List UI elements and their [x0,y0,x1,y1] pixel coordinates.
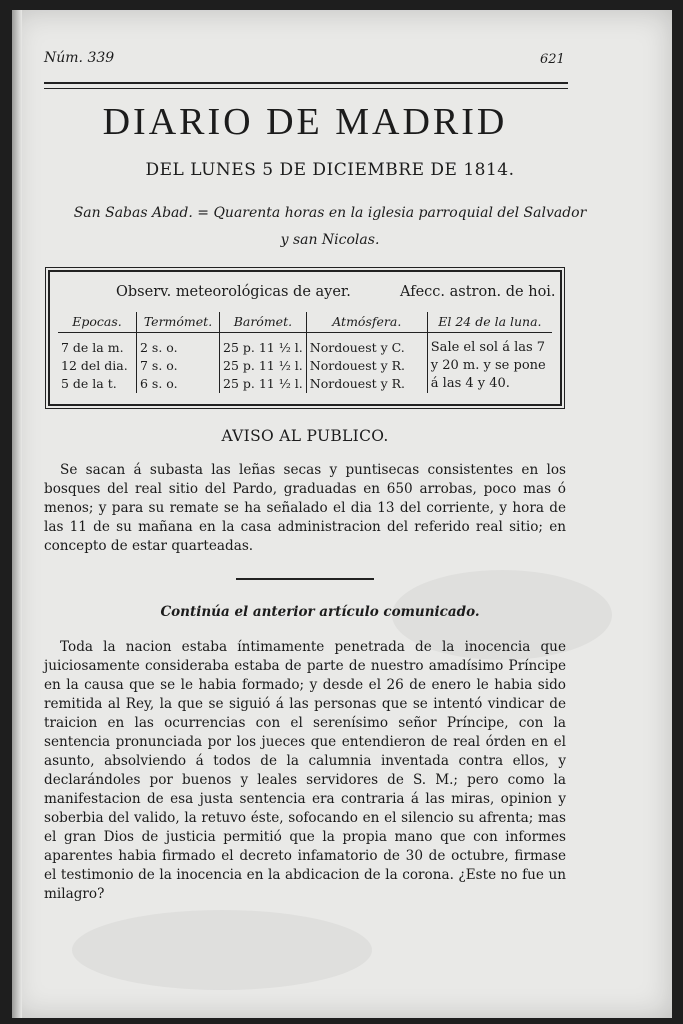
cell-barometro: 25 p. 11 ½ l. [220,375,307,393]
saint-line: y san Nicolas. [280,232,380,248]
meteo-left-heading: Observ. meteorológicas de ayer. [116,284,351,300]
cell-termometro: 2 s. o. [137,339,220,357]
col-epocas: Epocas. [58,312,137,333]
paper-stain [72,910,372,990]
cell-barometro: 25 p. 11 ½ l. [220,339,307,357]
table-row [58,339,552,357]
top-rule [44,82,568,84]
col-barometro: Barómet. [220,312,307,333]
meteo-table-header [58,312,552,333]
cell-luna: á las 4 y 40. [430,376,510,391]
issue-number: Núm. 339 [44,50,115,66]
page-number: 621 [540,52,565,67]
cell-termometro: 7 s. o. [137,357,220,375]
cell-atmosfera: Nordouest y R. [306,357,427,375]
col-termometro: Termómet. [137,312,220,333]
cell-epoca: 5 de la t. [58,375,137,393]
section-divider [236,578,374,580]
meteo-right-heading: Afecc. astron. de hoi. [400,284,556,300]
cell-luna: Sale el sol á las 7 [430,340,546,355]
col-luna: El 24 de la luna. [427,312,552,333]
saint-of-day [50,200,610,254]
cell-epoca: 7 de la m. [58,339,137,357]
cell-termometro: 6 s. o. [137,375,220,393]
masthead-title: DIARIO DE MADRID [102,101,508,143]
meteorological-box [48,270,562,406]
table-row [58,357,552,375]
article-title: Continúa el anterior artículo comunicado. [160,604,480,620]
binding-gutter [12,10,22,1018]
article-paragraph: Toda la nacion estaba íntimamente penetrada de la inocencia que juiciosamente consideraba estaba de parte de nuestro amadísimo Príncipe en la causa que se le habia formado; y desde el 26 de enero le habia sido remitida al Rey, la que se siguió á las personas que se intentó vindicar de traicion en las ocurrencias con el serenísimo señor Príncipe, con la sentencia pronunciada por los jueces que entendieron de real órden en el asunto, absolviendo á todos de la calumnia inventada contra ellos, y declarándoles por buenos y leales servidores de S. M.; pero como la manifestacion de esa justa sentencia era contraria á las miras, opinion y soberbia del valido, la retuvo éste, sofocando en el silencio su afrenta; mas el gran Dios de justicia permitió que la propia mano que con informes aparentes habia firmado el decreto infamatorio de 30 de octubre, firmase el testimonio de la inocencia en la abdicacion de la corona. ¿Este no fue un milagro? [44,639,566,902]
cell-luna: y 20 m. y se pone [430,358,546,373]
issue-date: DEL LUNES 5 DE DICIEMBRE DE 1814. [145,160,515,180]
cell-atmosfera: Nordouest y C. [306,339,427,357]
saint-line: San Sabas Abad. = Quarenta horas en la iglesia parroquial del Salvador [73,205,587,221]
cell-barometro: 25 p. 11 ½ l. [220,357,307,375]
aviso-title: AVISO AL PUBLICO. [221,427,389,445]
cell-atmosfera: Nordouest y R. [306,375,427,393]
col-atmosfera: Atmósfera. [306,312,427,333]
cell-epoca: 12 del dia. [58,357,137,375]
aviso-paragraph: Se sacan á subasta las leñas secas y puntisecas consistentes en los bosques del real sitio del Pardo, graduadas en 650 arrobas, poco mas ó menos; y para su remate se ha señalado el dia 13 del corriente, y hora de las 11 de su mañana en la casa administracion del referido real sitio; en concepto de estar quarteadas. [44,462,566,554]
table-row [58,375,552,393]
top-rule-thin [44,88,568,89]
meteo-table [58,312,552,393]
